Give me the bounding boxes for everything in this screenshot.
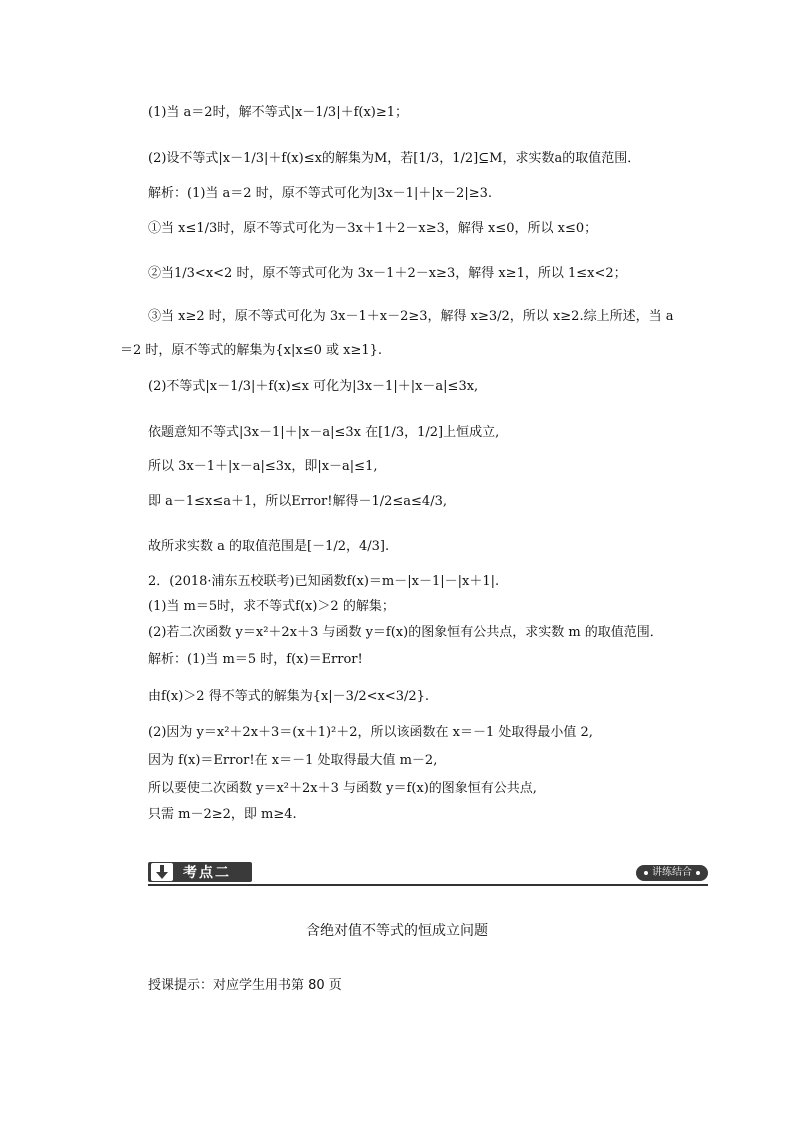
section-rule [148, 884, 708, 886]
text-line: (2)设不等式|x－1/3|＋f(x)≤x的解集为M，若[1/3，1/2]⊆M，求实数a的取值范围． [148, 151, 641, 166]
text-line: ③当 x≥2 时，原不等式可化为 3x－1＋x－2≥3，解得 x≥3/2，所以 x≥2.综上所述，当 a [148, 309, 674, 324]
text-line: (2)因为 y＝x²＋2x＋3＝(x＋1)²＋2，所以该函数在 x＝－1 处取得最小值 2, [148, 725, 593, 740]
text-line: 由f(x)＞2 得不等式的解集为{x|－3/2<x<3/2}. [148, 689, 430, 704]
text-line: 因为 f(x)＝Error!在 x＝－1 处取得最大值 m－2, [148, 753, 438, 768]
dot-icon [696, 871, 700, 875]
dot-icon [644, 871, 648, 875]
text-line: (2)若二次函数 y＝x²＋2x＋3 与函数 y＝f(x)的图象恒有公共点，求实数 m 的取值范围． [148, 625, 663, 640]
section-badge-label: 讲练结合 [652, 867, 692, 878]
text-line: 所以要使二次函数 y＝x²＋2x＋3 与函数 y＝f(x)的图象恒有公共点, [148, 781, 537, 796]
section-badge [636, 865, 708, 881]
text-line: 解析：(1)当 a＝2 时，原不等式可化为|3x－1|＋|x－2|≥3. [148, 186, 492, 201]
text-line: 即 a－1≤x≤a＋1，所以Error!解得－1/2≤a≤4/3, [148, 494, 447, 509]
text-line: ①当 x≤1/3时，原不等式可化为－3x＋1＋2－x≥3，解得 x≤0，所以 x≤0； [148, 221, 598, 236]
text-line: ②当1/3<x<2 时，原不等式可化为 3x－1＋2－x≥3，解得 x≥1，所以 1≤x<2； [148, 266, 627, 281]
lesson-hint: 授课提示：对应学生用书第 80 页 [148, 978, 342, 993]
text-line: 只需 m－2≥2，即 m≥4. [148, 807, 297, 822]
text-line: 故所求实数 a 的取值范围是[－1/2，4/3]. [148, 539, 390, 554]
text-line: 2．(2018·浦东五校联考)已知函数f(x)＝m－|x－1|－|x＋1|. [148, 574, 500, 589]
text-line: ＝2 时，原不等式的解集为{x|x≤0 或 x≥1}. [120, 343, 383, 358]
text-line: 所以 3x－1＋|x－a|≤3x，即|x－a|≤1, [148, 459, 378, 474]
section-tab [148, 862, 252, 882]
topic-title: 含绝对值不等式的恒成立问题 [306, 923, 488, 939]
section-header [148, 862, 708, 886]
text-line: (2)不等式|x－1/3|＋f(x)≤x 可化为|3x－1|＋|x－a|≤3x, [148, 379, 479, 394]
text-line: 解析：(1)当 m＝5 时，f(x)＝Error! [148, 652, 363, 667]
down-arrow-icon [151, 863, 173, 881]
section-label: 考点二 [183, 865, 231, 881]
text-line: (1)当 a＝2时，解不等式|x－1/3|＋f(x)≥1； [148, 105, 409, 120]
text-line: (1)当 m＝5时，求不等式f(x)＞2 的解集； [148, 599, 395, 614]
text-line: 依题意知不等式|3x－1|＋|x－a|≤3x 在[1/3，1/2]上恒成立, [148, 425, 500, 440]
